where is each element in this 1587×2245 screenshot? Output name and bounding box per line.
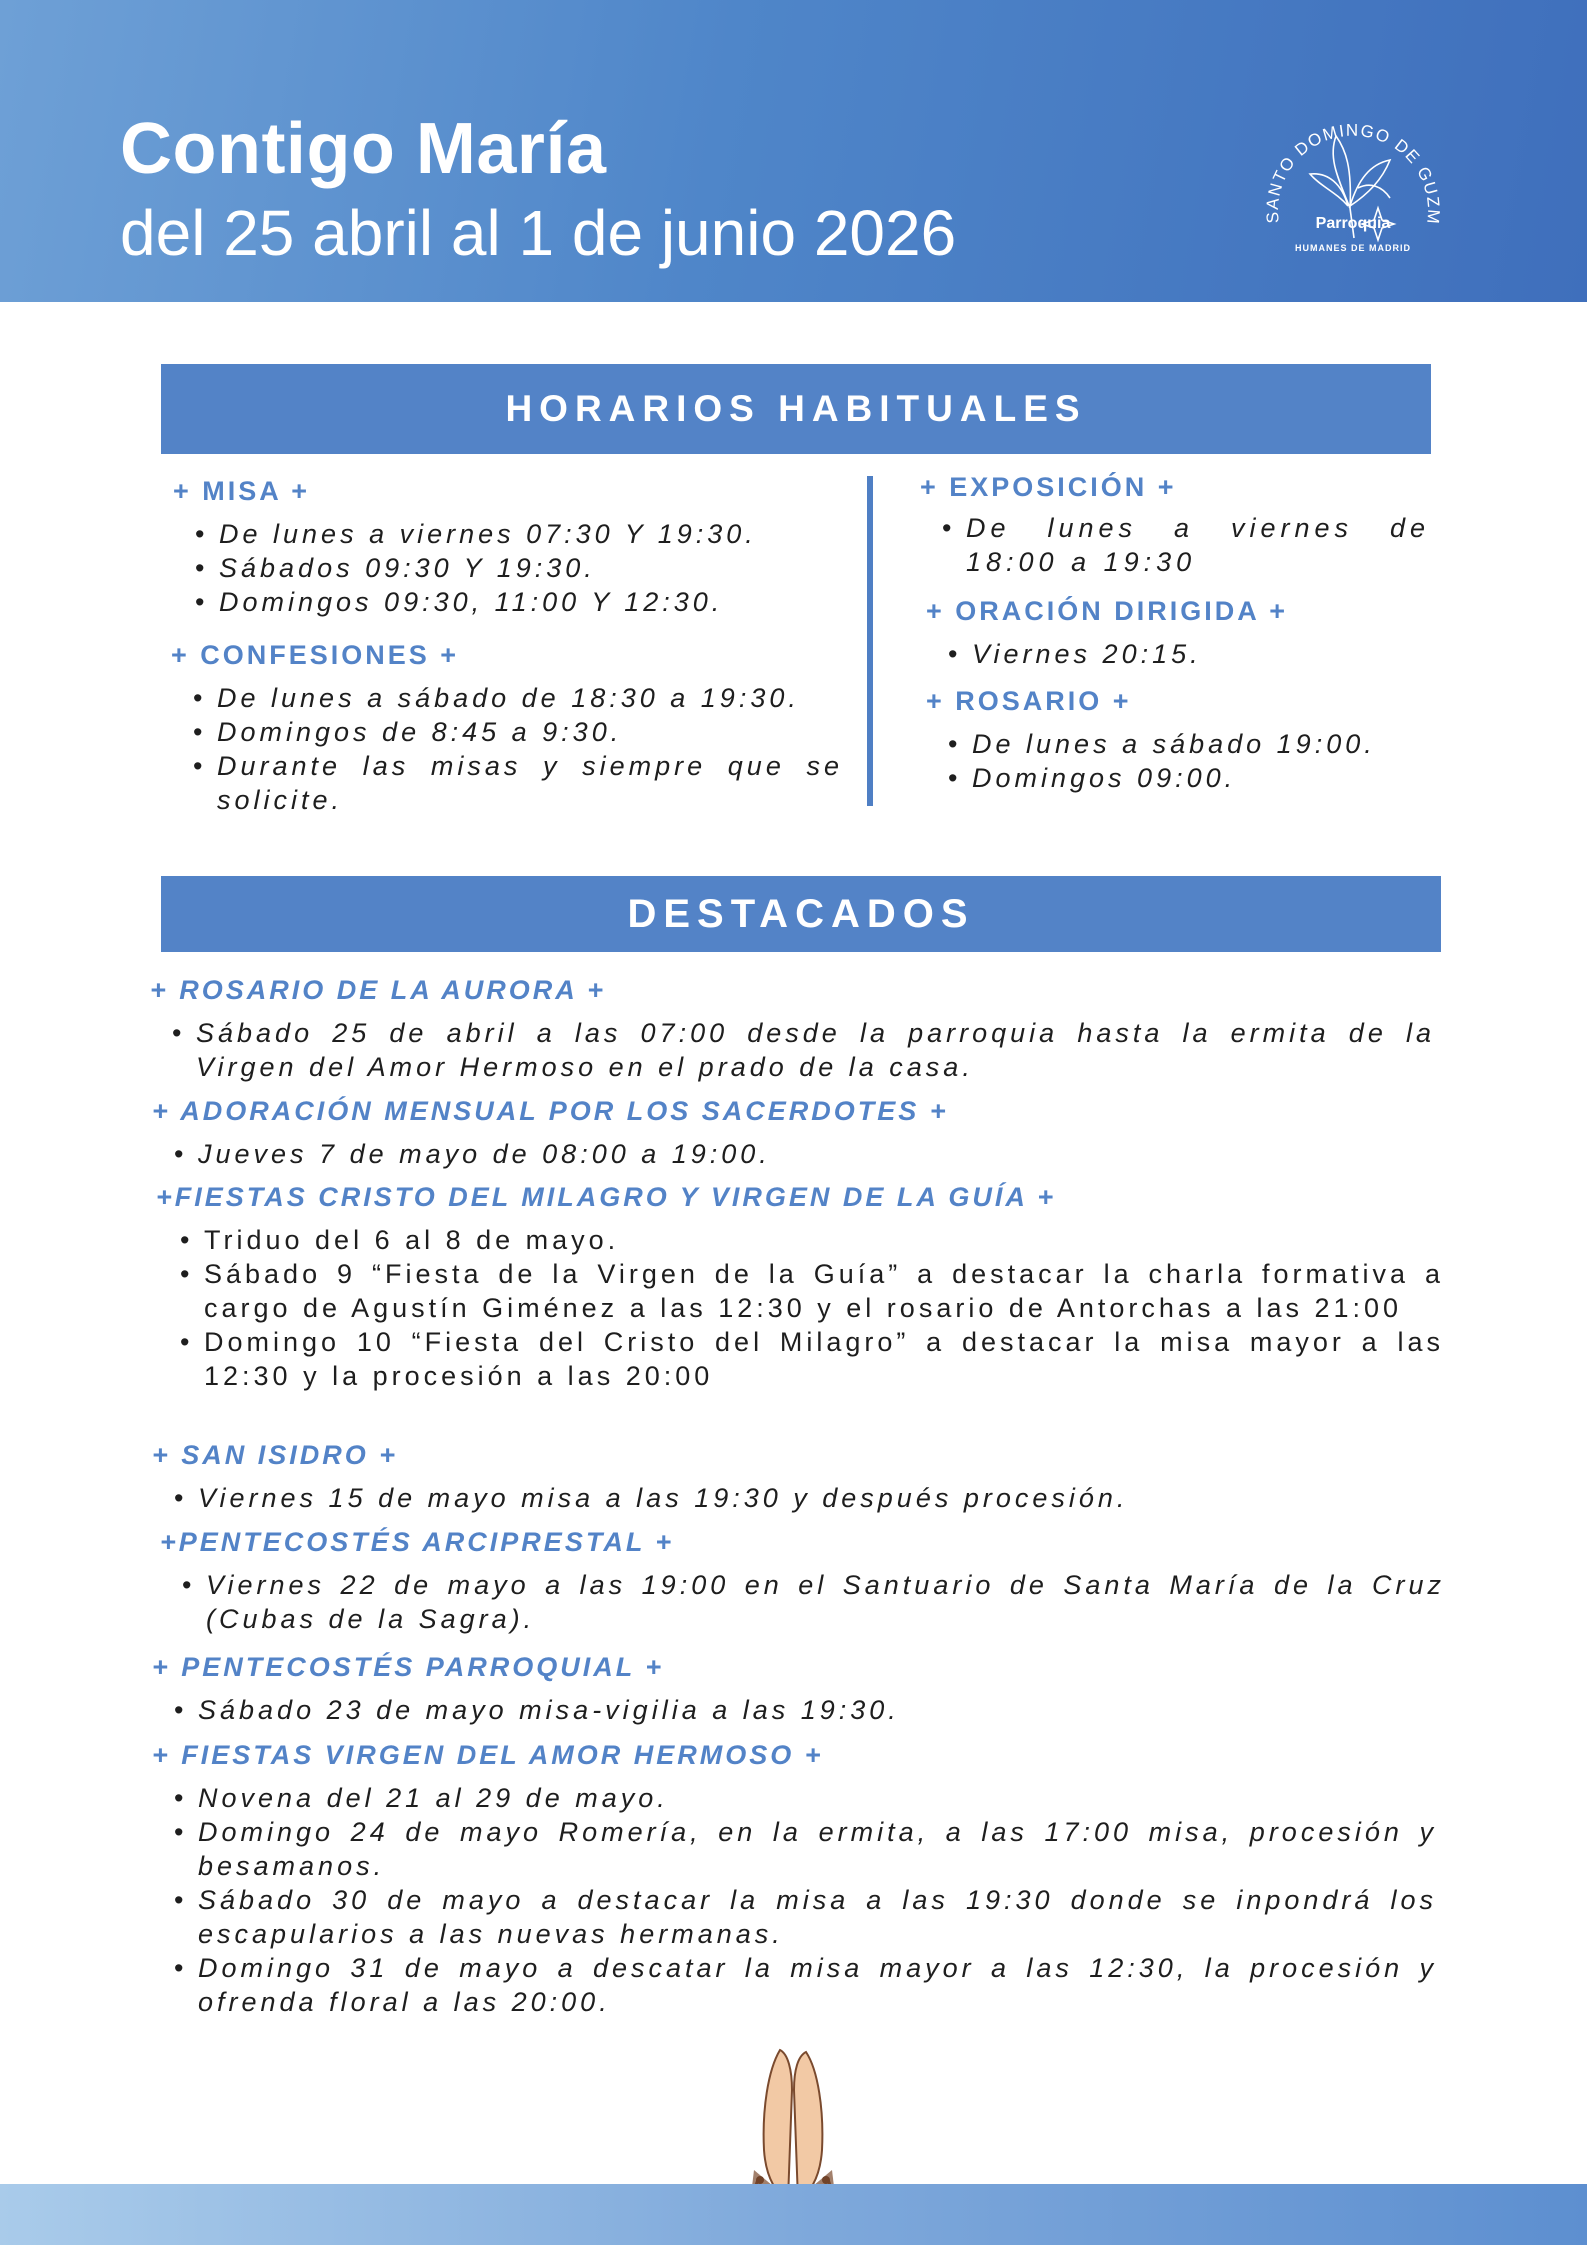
list-item: • Domingos 09:00.	[948, 761, 1426, 795]
header-banner	[0, 0, 1587, 302]
exposicion-heading: + EXPOSICIÓN +	[920, 472, 1177, 502]
list-item: • Domingo 31 de mayo a descatar la misa mayor a las 12:30, la procesión y ofrenda floral a las 20:00.	[174, 1951, 1437, 2019]
logo-arc-text: SANTO DOMINGO DE GUZM	[1262, 120, 1444, 226]
san-isidro-list	[174, 1481, 1435, 1515]
footer-band	[0, 2184, 1587, 2245]
misa-group	[173, 476, 843, 619]
rosario-group	[926, 686, 1426, 795]
section-title-destacados: DESTACADOS	[161, 876, 1441, 952]
list-item: • De lunes a viernes 07:30 Y 19:30.	[195, 517, 843, 551]
list-item: • Domingos de 8:45 a 9:30.	[193, 715, 843, 749]
confesiones-list	[193, 681, 843, 817]
list-item: • Novena del 21 al 29 de mayo.	[174, 1781, 1437, 1815]
oracion-group	[926, 596, 1426, 671]
list-item: • Triduo del 6 al 8 de mayo.	[180, 1223, 1444, 1257]
fiestas-cristo-list	[180, 1223, 1444, 1393]
list-item: • De lunes a viernes de 18:00 a 19:30	[942, 511, 1430, 579]
pentecostes-arc-heading: +PENTECOSTÉS ARCIPRESTAL +	[160, 1527, 675, 1557]
list-item: • Sábado 25 de abril a las 07:00 desde la parroquia hasta la ermita de la Virgen del Amor Hermoso en el prado de la casa.	[172, 1016, 1435, 1084]
adoracion-group	[152, 1096, 1435, 1171]
pentecostes-par-list	[174, 1693, 1435, 1727]
oracion-list	[948, 637, 1426, 671]
confesiones-heading: + CONFESIONES +	[171, 640, 460, 670]
fiestas-cristo-group	[156, 1182, 1444, 1393]
amor-hermoso-group	[152, 1740, 1437, 2019]
exposicion-list	[942, 511, 1430, 579]
exposicion-group	[920, 472, 1430, 579]
lily-logo-icon	[1258, 88, 1448, 268]
confesiones-group	[171, 640, 843, 817]
list-item: • Domingo 10 “Fiesta del Cristo del Milagro” a destacar la misa mayor a las 12:30 y la procesión a las 20:00	[180, 1325, 1444, 1393]
aurora-group	[150, 975, 1435, 1084]
page-subtitle: del 25 abril al 1 de junio 2026	[120, 197, 957, 269]
aurora-list	[172, 1016, 1435, 1084]
aurora-heading: + ROSARIO DE LA AURORA +	[150, 975, 607, 1005]
oracion-heading: + ORACIÓN DIRIGIDA +	[926, 596, 1289, 626]
list-item: • Domingos 09:30, 11:00 Y 12:30.	[195, 585, 843, 619]
list-item: • Sábado 9 “Fiesta de la Virgen de la Guía” a destacar la charla formativa a cargo de Agustín Giménez a las 12:30 y el rosario de Antorchas a las 21:00	[180, 1257, 1444, 1325]
misa-heading: + MISA +	[173, 476, 311, 506]
logo-place: HUMANES DE MADRID	[1295, 243, 1411, 253]
pentecostes-par-group	[152, 1652, 1435, 1727]
pentecostes-arc-group	[160, 1527, 1445, 1636]
page-title: Contigo María	[120, 109, 607, 189]
list-item: • Viernes 15 de mayo misa a las 19:30 y después procesión.	[174, 1481, 1435, 1515]
amor-hermoso-list	[174, 1781, 1437, 2019]
adoracion-list	[174, 1137, 1435, 1171]
logo-name: Parroquia	[1315, 215, 1391, 232]
list-item: • Sábado 23 de mayo misa-vigilia a las 19:30.	[174, 1693, 1435, 1727]
parish-logo	[1258, 88, 1448, 268]
list-item: • Durante las misas y siempre que se solicite.	[193, 749, 843, 817]
list-item: • Viernes 20:15.	[948, 637, 1426, 671]
rosario-list	[948, 727, 1426, 795]
list-item: • De lunes a sábado 19:00.	[948, 727, 1426, 761]
list-item: • Sábado 30 de mayo a destacar la misa a las 19:30 donde se inpondrá los escapularios a las nuevas hermanas.	[174, 1883, 1437, 1951]
list-item: • Domingo 24 de mayo Romería, en la ermita, a las 17:00 misa, procesión y besamanos.	[174, 1815, 1437, 1883]
misa-list	[195, 517, 843, 619]
list-item: • Jueves 7 de mayo de 08:00 a 19:00.	[174, 1137, 1435, 1171]
list-item: • Viernes 22 de mayo a las 19:00 en el Santuario de Santa María de la Cruz (Cubas de la Sagra).	[182, 1568, 1445, 1636]
adoracion-heading: + ADORACIÓN MENSUAL POR LOS SACERDOTES +	[152, 1096, 949, 1126]
pentecostes-arc-list	[182, 1568, 1445, 1636]
fiestas-cristo-heading: +FIESTAS CRISTO DEL MILAGRO Y VIRGEN DE LA GUÍA +	[156, 1182, 1057, 1212]
san-isidro-heading: + SAN ISIDRO +	[152, 1440, 399, 1470]
column-divider	[867, 476, 873, 806]
san-isidro-group	[152, 1440, 1435, 1515]
section-title-horarios: HORARIOS HABITUALES	[161, 364, 1431, 454]
list-item: • De lunes a sábado de 18:30 a 19:30.	[193, 681, 843, 715]
pentecostes-par-heading: + PENTECOSTÉS PARROQUIAL +	[152, 1652, 665, 1682]
rosario-heading: + ROSARIO +	[926, 686, 1132, 716]
amor-hermoso-heading: + FIESTAS VIRGEN DEL AMOR HERMOSO +	[152, 1740, 824, 1770]
list-item: • Sábados 09:30 Y 19:30.	[195, 551, 843, 585]
